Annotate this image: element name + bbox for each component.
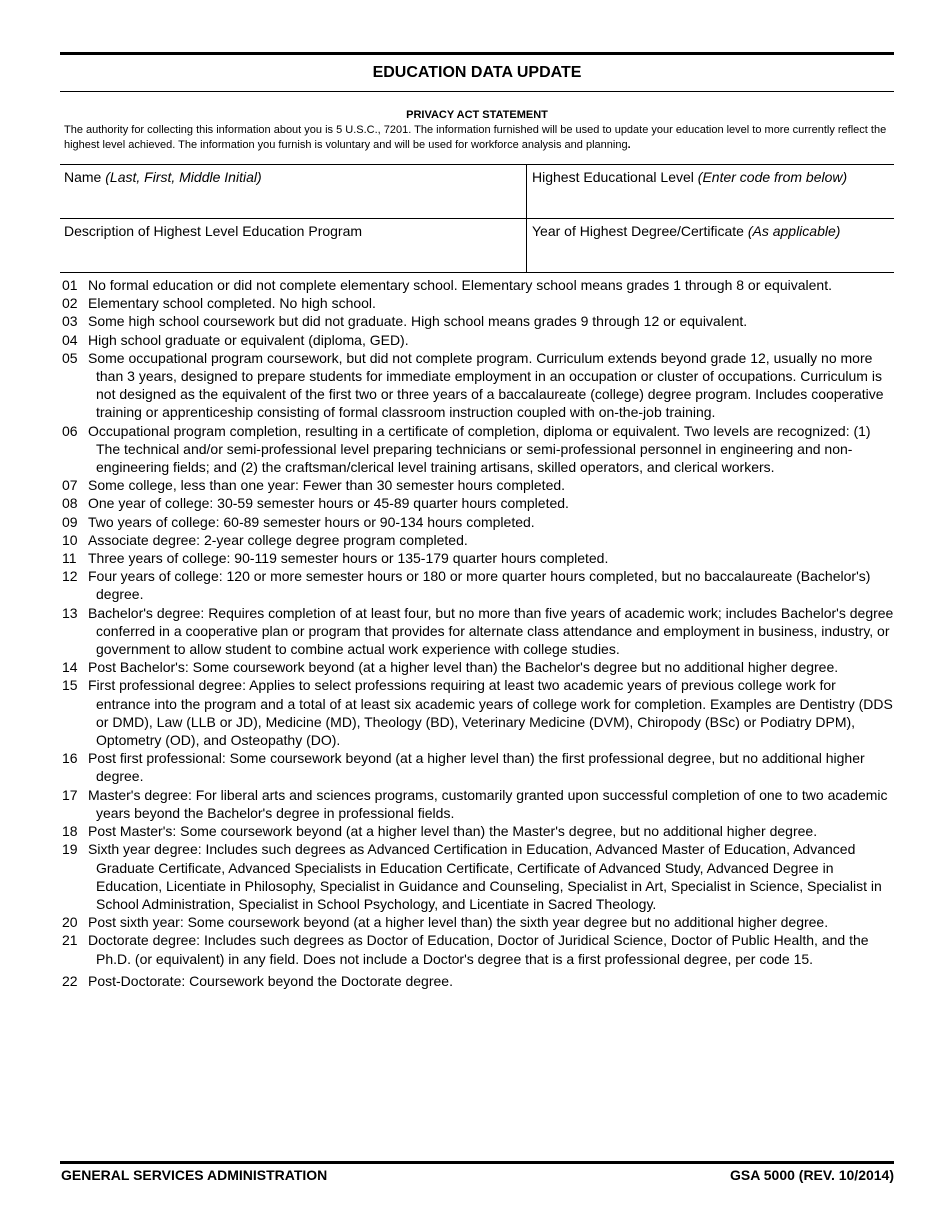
code-number: 16 [62, 750, 78, 767]
code-number: 09 [62, 513, 78, 530]
highest-level-hint: (Enter code from below) [697, 169, 848, 185]
code-item-17 [60, 786, 894, 822]
code-item-21 [60, 931, 894, 967]
code-item-08 [60, 494, 894, 512]
name-field[interactable] [60, 165, 527, 218]
program-description-field[interactable] [60, 219, 527, 272]
degree-year-field[interactable] [527, 219, 894, 272]
code-item-14 [60, 658, 894, 676]
footer-agency: GENERAL SERVICES ADMINISTRATION [61, 1167, 328, 1183]
code-item-15 [60, 676, 894, 749]
code-description: Occupational program completion, resulting in a certificate of completion, diploma or equivalent. Two levels are recognized: (1) The technical and/or semi-professional level preparing technicians or semi-professional personnel in engineering and non-engineering fields; and (2) the craftsman/clerical level training artisans, skilled operators, and clerical workers. [88, 422, 871, 476]
code-number: 19 [62, 841, 78, 858]
code-item-18 [60, 822, 894, 840]
code-number: 21 [62, 932, 78, 949]
code-item-05 [60, 349, 894, 422]
code-number: 20 [62, 914, 78, 931]
code-item-06 [60, 422, 894, 477]
degree-year-hint: (As applicable) [747, 223, 841, 239]
code-number: 13 [62, 604, 78, 621]
code-number: 03 [62, 313, 78, 330]
privacy-heading: PRIVACY ACT STATEMENT [406, 109, 548, 121]
code-number: 12 [62, 568, 78, 585]
code-description: First professional degree: Applies to select professions requiring at least two academic years of previous college work for entrance into the program and a total of at least six academic years of college work for completion. Examples are Dentistry (DDS or DMD), Law (LLB or JD), Medicine (MD), Theology (BD), Veterinary Medicine (DVM), Chiropody (BSc) or Podiatry DPM), Optometry (OD), and Osteopathy (DO). [88, 677, 893, 749]
form-page [60, 52, 894, 990]
code-item-01 [60, 276, 894, 294]
form-footer [60, 1161, 894, 1183]
code-item-20 [60, 913, 894, 931]
code-item-19 [60, 840, 894, 913]
highest-level-label: Highest Educational Level [532, 169, 694, 185]
privacy-act-section [60, 92, 894, 153]
code-description: Post Master's: Some coursework beyond (at a higher level than) the Master's degree, but no additional higher degree. [88, 823, 818, 840]
code-description: Master's degree: For liberal arts and sciences programs, customarily granted upon successful completion of one to two academic years beyond the Bachelor's degree in professional fields. [88, 786, 888, 821]
highest-level-field[interactable] [527, 165, 894, 218]
name-label: Name [64, 169, 102, 185]
code-description: Sixth year degree: Includes such degrees as Advanced Certification in Education, Advanced Master of Education, Advanced Graduate Certificate, Advanced Specialists in Education Certificate, Certificate of Advanced Study, Advanced Degree in Education, Licentiate in Philosophy, Specialist in Guidance and Counseling, Specialist in Art, Specialist in Science, Specialist in School Administration, Specialist in School Psychology, and Licentiate in Sacred Theology. [88, 841, 882, 912]
code-description: Associate degree: 2-year college degree program completed. [88, 531, 468, 548]
code-description: Elementary school completed. No high school. [88, 295, 376, 312]
code-item-03 [60, 312, 894, 330]
field-row-2 [60, 218, 894, 272]
code-item-22 [60, 972, 894, 990]
education-code-list [60, 276, 894, 990]
code-description: Post Bachelor's: Some coursework beyond (at a higher level than) the Bachelor's degree but no additional higher degree. [88, 659, 839, 676]
code-number: 18 [62, 823, 78, 840]
code-item-07 [60, 476, 894, 494]
footer-form-number: GSA 5000 (REV. 10/2014) [730, 1167, 894, 1183]
code-description: No formal education or did not complete elementary school. Elementary school means grades 1 through 8 or equivalent. [88, 277, 832, 293]
code-item-09 [60, 513, 894, 531]
degree-year-label: Year of Highest Degree/Certificate [532, 223, 744, 239]
code-number: 22 [62, 972, 78, 989]
entry-fields [60, 164, 894, 273]
code-number: 05 [62, 349, 78, 366]
code-description: Post-Doctorate: Coursework beyond the Doctorate degree. [88, 972, 453, 989]
code-number: 04 [62, 331, 78, 348]
code-number: 02 [62, 295, 78, 312]
footer-row [60, 1164, 894, 1183]
code-description: Some occupational program coursework, but did not complete program. Curriculum extends beyond grade 12, usually no more than 3 years, designed to prepare students for immediate employment in an occupation or cluster of occupations. Curriculum is not designed as the equivalent of the first two or three years of a baccalaureate (college) degree program. Includes cooperative training or apprenticeship consisting of formal classroom instruction coupled with on-the-job training. [88, 349, 884, 421]
code-item-10 [60, 531, 894, 549]
code-description: Three years of college: 90-119 semester hours or 135-179 quarter hours completed. [88, 550, 609, 567]
code-item-11 [60, 549, 894, 567]
code-number: 07 [62, 477, 78, 494]
form-title: EDUCATION DATA UPDATE [372, 64, 582, 81]
code-number: 08 [62, 495, 78, 512]
code-description: Bachelor's degree: Requires completion of at least four, but no more than five years of academic work; includes Bachelor's degree conferred in a cooperative plan or program that provides for alternate class attendance and employment in business, industry, or government to allow student to combine actual work experience with college studies. [88, 604, 894, 658]
code-number: 10 [62, 531, 78, 548]
privacy-statement-text: The authority for collecting this information about you is 5 U.S.C., 7201. The information furnished will be used to update your education level to more currently reflect the highest level achieved. The information you furnish is voluntary and will be used for workforce analysis and planning [64, 124, 887, 151]
code-item-12 [60, 567, 894, 603]
code-item-04 [60, 331, 894, 349]
code-description: One year of college: 30-59 semester hours or 45-89 quarter hours completed. [88, 495, 569, 512]
code-number: 14 [62, 659, 78, 676]
code-number: 17 [62, 786, 78, 803]
code-number: 15 [62, 677, 78, 694]
privacy-statement-end: . [627, 139, 631, 151]
code-number: 06 [62, 422, 78, 439]
code-description: Some high school coursework but did not graduate. High school means grades 9 through 12 or equivalent. [88, 313, 748, 330]
code-description: Four years of college: 120 or more semester hours or 180 or more quarter hours completed, but no baccalaureate (Bachelor's) degree. [88, 568, 871, 603]
program-description-label: Description of Highest Level Education Program [64, 223, 363, 239]
code-description: Post first professional: Some coursework beyond (at a higher level than) the first professional degree, but no additional higher degree. [88, 750, 865, 785]
privacy-statement [60, 122, 894, 153]
code-item-16 [60, 749, 894, 785]
code-description: Doctorate degree: Includes such degrees as Doctor of Education, Doctor of Juridical Science, Doctor of Public Health, and the Ph.D. (or equivalent) in any field. Does not include a Doctor's degree that is a first professional degree, per code 15. [88, 932, 869, 967]
code-item-13 [60, 604, 894, 659]
code-item-02 [60, 294, 894, 312]
code-number: 11 [62, 550, 77, 567]
code-description: Two years of college: 60-89 semester hours or 90-134 hours completed. [88, 513, 535, 530]
name-hint: (Last, First, Middle Initial) [105, 169, 262, 185]
code-description: Post sixth year: Some coursework beyond (at a higher level than) the sixth year degree but no additional higher degree. [88, 914, 829, 931]
code-description: High school graduate or equivalent (diploma, GED). [88, 331, 409, 348]
code-description: Some college, less than one year: Fewer than 30 semester hours completed. [88, 477, 566, 494]
field-row-1 [60, 165, 894, 218]
code-number: 01 [62, 277, 78, 293]
